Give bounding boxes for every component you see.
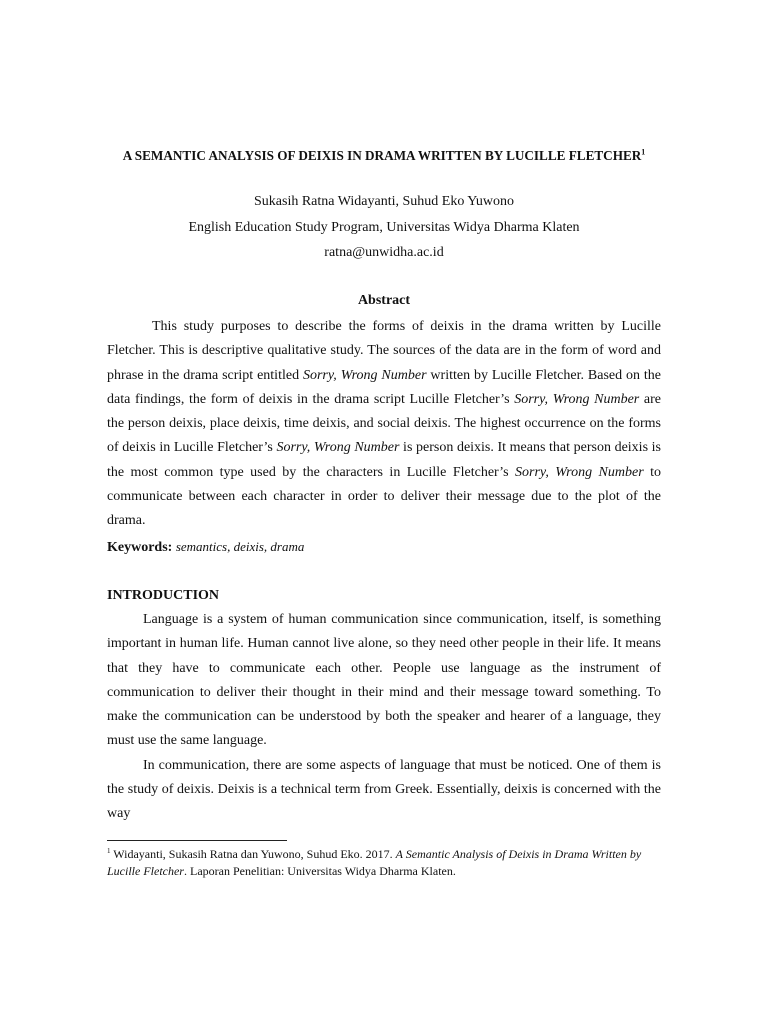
abstract-text-1: This study purposes to describe the forms of deixis in the drama written by Lucille Fletcher. This is descriptive qualitative study. The sources of the data are in the form of word and phrase in the drama script entitled <box>107 319 661 383</box>
abstract-text-3: are the person deixis, place deixis, time deixis, and social deixis. The highest occurrence on the forms of deixis in Lucille Fletcher’s <box>107 391 661 456</box>
abstract-body <box>107 315 661 534</box>
introduction-body <box>107 608 661 827</box>
introduction-paragraph-1: Language is a system of human communication since communication, itself, is something important in human life. Human cannot live alone, so they need other people in their life. It means that they have to communicate each other. People use language as the instrument of communication to deliver their thought in their mind and their message toward something. To make the communication can be understood by both the speaker and hearer of a language, they must use the same language. <box>107 612 661 749</box>
paper-affiliation: English Education Study Program, Universitas Widya Dharma Klaten <box>188 220 580 235</box>
abstract-paragraph <box>107 315 661 534</box>
abstract-text-2: written by Lucille Fletcher. Based on the data findings, the form of deixis in the drama script Lucille Fletcher’s <box>107 367 661 407</box>
footnote-mark: 1 <box>107 847 111 855</box>
paper-email: ratna@unwidha.ac.id <box>324 245 444 260</box>
abstract-heading: Abstract <box>357 293 411 308</box>
abstract-text-5: to communicate between each character in order to deliver their message due to the plot of the drama. <box>107 464 661 529</box>
footnote-title: A Semantic Analysis of Deixis in Drama Written by Lucille Fletcher <box>107 847 642 878</box>
keywords-line <box>107 537 304 558</box>
footnote <box>107 846 661 880</box>
keywords-label: Keywords: <box>107 540 173 555</box>
introduction-paragraph-2: In communication, there are some aspects of language that must be noticed. One of them is the study of deixis. Deixis is a technical term from Greek. Essentially, deixis is concerned with the way <box>107 757 661 822</box>
footnote-text-1: Widayanti, Sukasih Ratna dan Yuwono, Suhud Eko. 2017. <box>110 847 396 861</box>
introduction-heading: INTRODUCTION <box>107 588 220 603</box>
abstract-title-ref-1: Sorry, Wrong Number <box>302 367 427 383</box>
footnote-divider <box>107 840 287 841</box>
paper-title-text: A SEMANTIC ANALYSIS OF DEIXIS IN DRAMA WRITTEN BY LUCILLE FLETCHER <box>122 148 642 163</box>
footnote-text-2: . Laporan Penelitian: Universitas Widya Dharma Klaten. <box>183 864 456 878</box>
title-footnote-mark: 1 <box>641 147 646 157</box>
paper-authors: Sukasih Ratna Widayanti, Suhud Eko Yuwono <box>254 194 514 209</box>
keywords-values: semantics, deixis, drama <box>175 539 305 554</box>
abstract-title-ref-3: Sorry, Wrong Number <box>276 440 400 456</box>
abstract-text-4: is person deixis. It means that person deixis is the most common type used by the characters in Lucille Fletcher’s <box>107 440 661 480</box>
abstract-title-ref-4: Sorry, Wrong Number <box>515 464 644 480</box>
abstract-title-ref-2: Sorry, Wrong Number <box>514 391 640 407</box>
paper-title <box>0 146 768 166</box>
